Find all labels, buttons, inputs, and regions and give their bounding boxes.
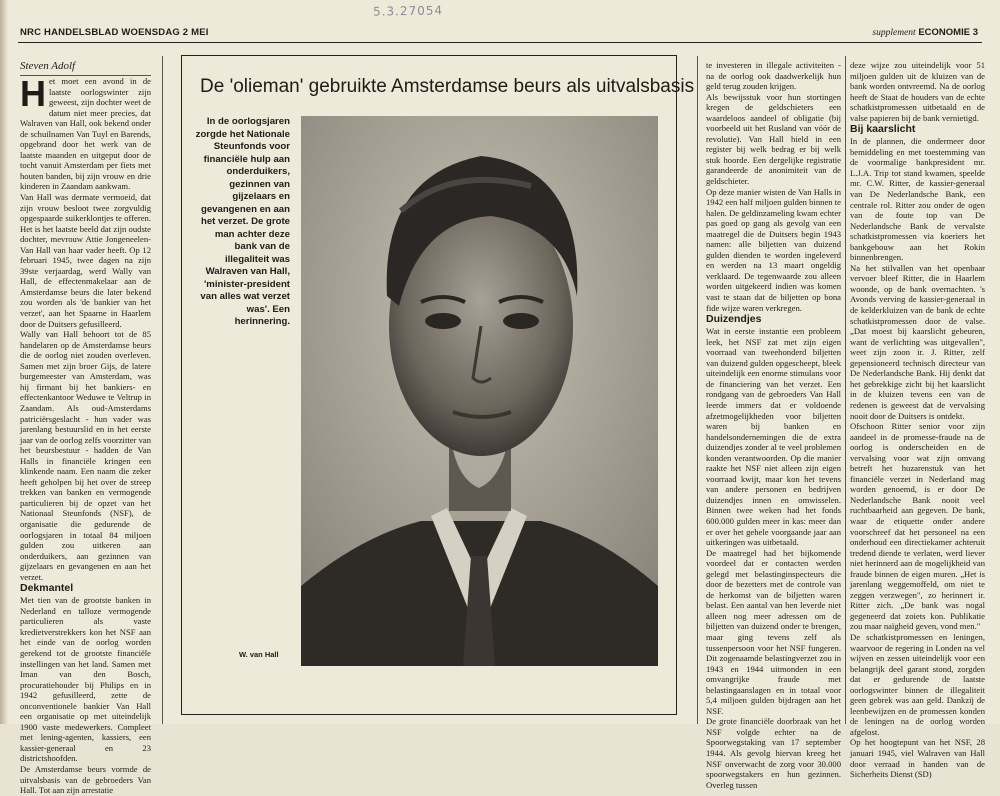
newspaper-header: NRC HANDELSBLAD WOENSDAG 2 MEI <box>20 27 209 38</box>
paragraph: De maatregel had het bijkomende voordeel dat er contacten werden gelegd met belastinginspecteurs die door de bezetters met de controle van de herkomst van de biljetten waren belast. Een aantal van hen leverde niet alleen nog meer adressen om de biljetten van duizend onder te brengen, maar ging tevens zelf als tussenpersoon voor het NSF fungeren. Dit zogenaamde belastingverzet zou in 1943 en 1944 uitmonden in een omvangrijke fraude met belastingaanslagen en in totaal voor 5,4 miljoen gulden bijdragen aan het NSF. <box>706 547 841 716</box>
column-divider <box>162 56 163 724</box>
paragraph: Wally van Hall behoort tot de 85 handelaren op de Amsterdamse beurs die de oorlog niet zouden overleven. Samen met zijn broer Gijs, de latere burgemeester van Amsterdam, was hij firmant bij het bankiers- en effectenkantoor Weduwe te Veltrup in Zaandam. Als oud-Amsterdams patriciërsgeslacht - hun vader was jarenlang bestuurslid en in het eerste jaar van de oorlog zelfs voorzitter van het beursbestuur - hadden de Van Halls in financiële kringen een klinkende naam. Een naam die zeker heeft geholpen bij het over de streep trekken van banken en vermogende particulieren bij de opzet van het Nationaal Steunfonds (NSF), de organisatie die gedurende de oorlogsjaren in totaal 84 miljoen gulden zou uitkeren aan onderduikers, aan gezinnen van gijzelaars en gevangenen en aan het verzet. <box>20 329 151 582</box>
article-intro: In de oorlogsjaren zorgde het Nationale Steunfonds voor financiële hulp aan onderduikers, gezinnen van gijzelaars en gevangenen en aan het verzet. De grote man achter deze bank van de illegaliteit was Walraven van Hall, 'minister-president van alles wat verzet was'. Een herinnering. <box>195 116 290 327</box>
photo-caption: W. van Hall <box>239 650 279 659</box>
column-divider <box>845 56 846 724</box>
paragraph: te investeren in illegale activiteiten - na de oorlog ook daadwerkelijk hun geld terug zouden krijgen. <box>706 60 841 92</box>
paragraph: De schatkistpromessen en leningen, waarvoor de regering in Londen na vel wijven en zessen uiteindelijk voor een belangrijk deel garant stond, zorgden dat er gedurende de laatste oorlogswinter binnen de illegaliteit geen gebrek was aan geld. Dankzij de leenbewijzen en de promessen konden de leningen na de oorlog worden afgelost. <box>850 631 985 737</box>
portrait-photo <box>301 116 658 666</box>
headline: De 'olieman' gebruikte Amsterdamse beurs als uitvalsbasis <box>200 76 695 97</box>
paragraph: De grote financiële doorbraak van het NSF volgde echter na de Spoorwegstaking van 17 september 1944. Als gevolg hiervan kreeg het NSF onverwacht de zorg voor 30.000 spoorwegstakers en hun gezinnen. Overleg tussen <box>706 716 841 790</box>
paragraph: Met tien van de grootste banken in Nederland en talloze vermogende particulieren als vaste kredietverstrekkers kon het NSF aan het einde van de oorlog worden gerekend tot de grootste financiële instellingen van het land. Samen met Iman van den Bosch, procuratiehouder bij Philips en in 1942 gefusilleerd, zette de onconventionele bankier Van Hall een organisatie op met uiteindelijk 1900 vaste medewerkers. Compleet met lening-agenten, kassiers, een kassier-generaal en 23 districtshoofden. <box>20 595 151 764</box>
header-rule <box>18 42 982 43</box>
subheading: Bij kaarslicht <box>850 123 916 136</box>
column-3 <box>706 60 841 790</box>
paragraph: Als bewijsstuk voor hun stortingen kregen de geldschieters een waardeloos aandeel of obligatie (bij voorbeeld uit het Rusland van vóór de revolutie). Van Hall hield in een register bij welk bedrag er bij welk stuk hoorde. Een dergelijke registratie garandeerde de anonimiteit van de geldschieter. <box>706 91 841 187</box>
paragraph: Van Hall was dermate vermoeid, dat zijn vrouw besloot twee zorgvuldig opgespaarde suikerklontjes te offeren. Het is het laatste beeld dat zijn oudste dochter, mevrouw Attie Jongeneelen-Van Hall van haar vader heeft. Op 12 februari 1945, twee dagen na zijn 39ste verjaardag, werd Wally van Hall, de effectenmakelaar aan de Amsterdamse beurs die later bekend zou worden als 'de bankier van het verzet', aan het Spaarne in Haarlem door de Duitsers gefusilleerd. <box>20 192 151 329</box>
drop-cap: H <box>20 73 46 114</box>
column-1 <box>20 60 151 796</box>
paragraph: Op deze manier wisten de Van Halls in 1942 een half miljoen gulden binnen te halen. De geldinzameling kwam echter pas goed op gang als gevolg van een maatregel die de Duitsers begin 1943 namen: alle biljetten van duizend gulden dienden te worden ingeleverd en werden na 13 maart ongeldig verklaard. De tegenwaarde zou alleen worden uitgekeerd indien was komen vast te staan dat de biljetten op bona fide wijze waren verkregen. <box>706 186 841 313</box>
subheading: Duizendjes <box>706 313 762 326</box>
subheading: Dekmantel <box>20 582 74 595</box>
paragraph: De Amsterdamse beurs vormde de uitvalsbasis van de gebroeders Van Hall. Tot aan zijn arrestatie <box>20 764 151 796</box>
column-4 <box>850 60 985 780</box>
supplement-label: supplement <box>872 28 916 38</box>
page-edge-shadow <box>0 0 8 724</box>
section-header <box>872 27 978 38</box>
paragraph: Na het stilvallen van het openbaar vervoer bleef Ritter, die in Haarlem woonde, op de bank overnachten. 's Avonds verving de kassier-generaal in de kelderkluizen van de bank de echte schatkistpromessen door de valse. „Dat moest bij kaarslicht gebeuren, want de verlichting was uitgevallen", weet zijn zoon ir. J. Ritter, zelf gepensioneerd technisch directeur van De Nederlandsche Bank. Hij denkt dat het gebrekkige zicht bij het kaarslicht in de kluizen tevens een van de redenen is geweest dat de vervalsing nooit door de Duitsers is ontdekt. <box>850 262 985 421</box>
column-divider <box>697 56 698 724</box>
paragraph: Wat in eerste instantie een probleem leek, het NSF zat met zijn eigen voorraad van tweehonderd biljetten van duizend gulden opgescheept, bleek uiteindelijk een enorme stimulans voor de financiering van het verzet. Een rondgang van de gebroeders Van Hall leerde immers dat er voldoende afzetmogelijkheden voor biljetten waren bij banken en handelsondernemingen die de extra duizendjes zonder al te veel problemen konden verantwoorden. Op die manier raakte het NSF niet alleen zijn eigen voorraad kwijt, maar kon het tevens van andere personen en bedrijven duizendjes innen en omwisselen. Binnen twee weken had het fonds 600.000 gulden meer in kas: meer dan er over het gehele voorgaande jaar aan uitkeringen was uitbetaald. <box>706 326 841 548</box>
archive-stamp: 5.3.27054 <box>372 3 444 19</box>
section-name: ECONOMIE <box>918 27 971 38</box>
paragraph: deze wijze zou uiteindelijk voor 51 miljoen gulden uit de kluizen van de bank worden ontvreemd. Na de oorlog heeft de Staat de houders van de echte schatkistpromessen uitbetaald en de valse papieren bij de bank vernietigd. <box>850 60 985 123</box>
paragraph: In de plannen, die ondermeer door bemiddeling en met toestemming van de voormalige bankpresident mr. L.J.A. Trip tot stand kwamen, speelde mr. C.W. Ritter, de kassier-generaal van De Nederlandsche Bank, een centrale rol. Ritter zou onder de ogen van de foute top van De Nederlandsche Bank de vervalste schatkistpromessen via koeriers het bankgebouw aan het Rokin binnenbrengen. <box>850 136 985 263</box>
paragraph: Op het hoogtepunt van het NSF, 28 januari 1945, viel Walraven van Hall door verraad in handen van de Sicherheits Dienst (SD) <box>850 737 985 780</box>
byline: Steven Adolf <box>20 60 151 76</box>
page-number: 3 <box>972 27 978 38</box>
paragraph: Het moet een avond in de laatste oorlogswinter zijn geweest, zijn dochter weet de datum niet meer precies, dat Walraven van Hall, ook bekend onder de schuilnamen Van Tuyl en Barends, opgebrand door het werk van de laatste maanden en uitgeput door de tocht vanuit Amsterdam per fiets met houten banden, bij zijn vrouw en drie kinderen in Zaandam aankwam. <box>20 73 151 192</box>
paragraph: Ofschoon Ritter senior voor zijn aandeel in de promesse-fraude na de oorlog is onderscheiden en de vervalsing voor wat zijn omvang betreft het huzarenstuk van het financiële verzet in Nederland mag worden genoemd, is er door De Nederlandsche Bank nooit veel ruchtbaarheid aan gegeven. De bank, waar de etiquette onder andere voorschreef dat het personeel na een onderhoud een directiekamer achteruit tredend diende te verlaten, werd liever niet herinnerd aan de mogelijkheid van fraude binnen de eigen muren. „Het is jarenlang weggemoffeld, om niet te zeggen verzwegen", zo herinnert ir. Ritter zich. „De bank was nogal gegeneerd dat zoiets kon. Publikatie zou maar naïgheid geven, vond men." <box>850 421 985 632</box>
